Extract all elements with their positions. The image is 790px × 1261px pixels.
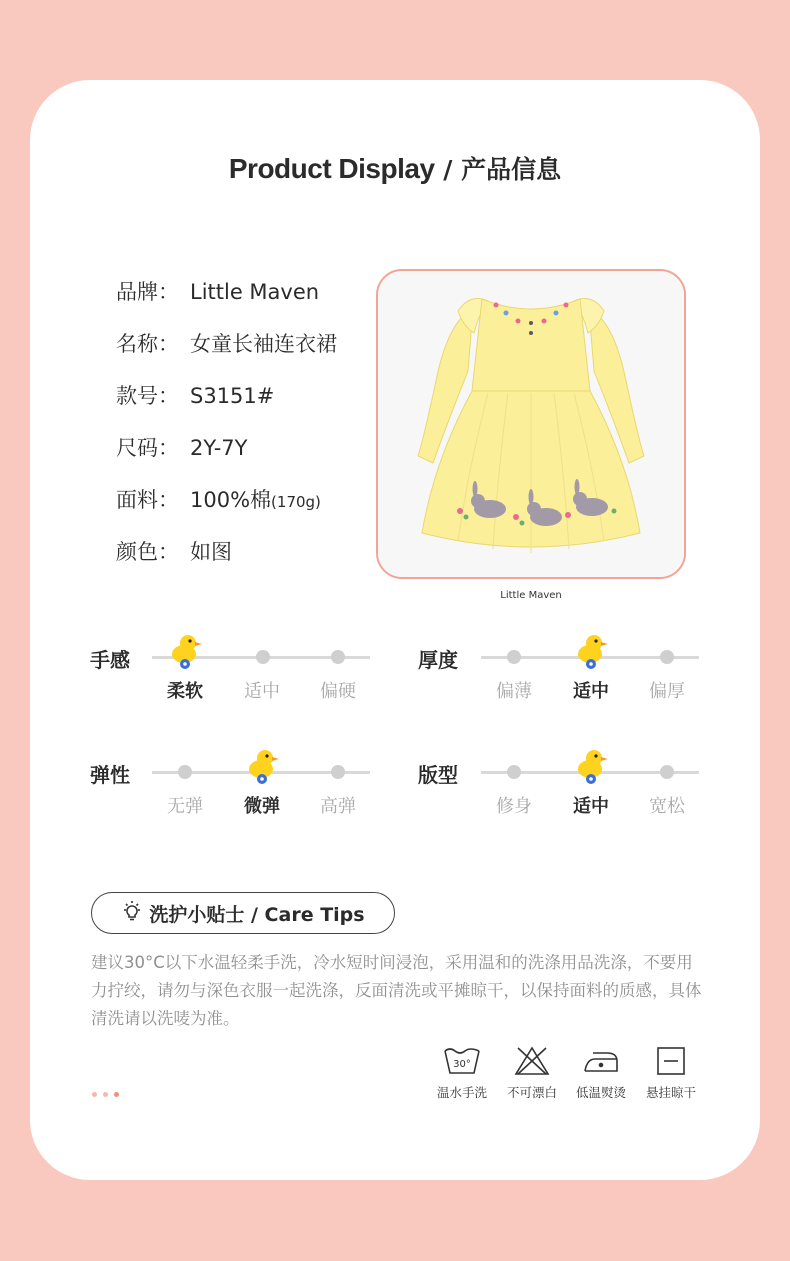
rating-dot <box>178 765 192 779</box>
spec-size: 尺码： 2Y-7Y <box>116 436 248 460</box>
svg-text:30°: 30° <box>453 1059 471 1070</box>
rating-label-fit: 版型 <box>418 763 458 787</box>
rating-option: 宽松 <box>649 796 685 817</box>
rating-option: 偏硬 <box>320 681 356 702</box>
spec-color: 颜色： 如图 <box>116 540 232 564</box>
rating-dot <box>507 765 521 779</box>
page-indicator <box>92 1092 119 1097</box>
care-tips-text: 建议30°C以下水温轻柔手洗，冷水短时间浸泡，采用温和的洗涤用品洗涤，不要用力拧绞，请勿与深色衣服一起洗涤，反面清洗或平摊晾干，以保持面料的质感，具体清洗请以洗唛为准。 <box>91 953 702 1028</box>
page-title: Product Display / 产品信息 <box>228 153 562 184</box>
duck-marker-icon <box>574 632 610 670</box>
rating-option: 修身 <box>496 796 532 817</box>
care-icon-no-bleach: 不可漂白 <box>502 1045 562 1101</box>
rating-option: 无弹 <box>167 796 203 817</box>
rating-option-selected: 适中 <box>573 796 609 817</box>
rating-option: 偏薄 <box>496 681 532 702</box>
spec-brand: 品牌： Little Maven <box>116 280 320 304</box>
care-icon-hand-wash: 30° 温水手洗 <box>432 1045 492 1101</box>
rating-dot <box>660 650 674 664</box>
spec-fabric: 面料： 100%棉(170g) <box>116 488 321 512</box>
duck-marker-icon <box>168 632 204 670</box>
rating-dot <box>331 765 345 779</box>
photo-caption: Little Maven <box>500 590 562 601</box>
no-bleach-icon <box>512 1045 552 1077</box>
hang-dry-icon <box>651 1045 691 1077</box>
rating-option-selected: 柔软 <box>167 681 203 702</box>
rating-option-selected: 微弹 <box>244 796 280 817</box>
care-tips-heading <box>91 892 395 934</box>
duck-marker-icon <box>245 747 281 785</box>
rating-dot <box>331 650 345 664</box>
spec-style-number: 款号： S3151# <box>116 384 275 408</box>
dress-illustration <box>378 271 684 577</box>
rating-label-thickness: 厚度 <box>418 648 458 672</box>
care-icon-low-iron: 低温熨烫 <box>571 1045 631 1101</box>
rating-dot <box>660 765 674 779</box>
rating-dot <box>256 650 270 664</box>
rating-label-hand-feel: 手感 <box>90 648 130 672</box>
care-tips-title: 洗护小贴士 / Care Tips <box>149 903 365 926</box>
low-iron-icon <box>581 1045 621 1077</box>
duck-marker-icon <box>574 747 610 785</box>
spec-name: 名称： 女童长袖连衣裙 <box>116 332 337 356</box>
rating-dot <box>507 650 521 664</box>
rating-option: 适中 <box>244 681 280 702</box>
hand-wash-30-icon <box>442 1045 482 1077</box>
rating-option: 高弹 <box>320 796 356 817</box>
lightbulb-icon <box>121 900 143 927</box>
rating-option-selected: 适中 <box>573 681 609 702</box>
rating-option: 偏厚 <box>649 681 685 702</box>
product-photo <box>376 269 686 579</box>
care-icon-hang-dry: 悬挂晾干 <box>641 1045 701 1101</box>
rating-label-elasticity: 弹性 <box>90 763 130 787</box>
